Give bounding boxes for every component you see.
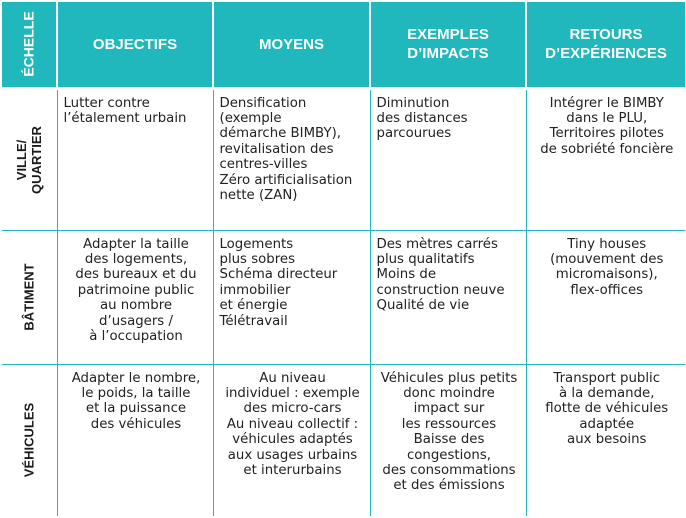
cell-impacts: Des mètres carrés plus qualitatifs Moins de construction neuve Qualité de vie <box>370 230 526 364</box>
cell-feedback: Transport public à la demande, flotte de véhicules adaptée aux besoins <box>545 370 669 448</box>
row-label-cell <box>2 230 57 364</box>
cell-impacts: Diminution des distances parcourues <box>370 88 526 230</box>
cell-means: Au niveau individuel : exemple des micro-cars Au niveau collectif : véhicules adaptés aux usages urbains et interurbains <box>213 364 370 516</box>
header-impacts: EXEMPLES D’IMPACTS <box>370 2 526 88</box>
row-label-batiment: BÂTIMENT <box>21 263 37 331</box>
header-scale <box>2 2 57 88</box>
cell-feedback: Intégrer le BIMBY dans le PLU, Territoires pilotes de sobriété foncière <box>526 88 685 230</box>
cell-impacts: Véhicules plus petits donc moindre impact sur les ressources Baisse des congestions, des consommations et des émissions <box>370 364 526 516</box>
row-label-vehicules: VÉHICULES <box>21 403 37 478</box>
header-row <box>2 2 685 88</box>
cell-means: Logements plus sobres Schéma directeur immobilier et énergie Télétravail <box>213 230 370 364</box>
cell-means: Densification (exemple démarche BIMBY), revitalisation des centres-villes Zéro artificialisation nette (ZAN) <box>213 88 370 230</box>
table-row <box>2 88 685 230</box>
row-label-ville-quartier: VILLE/ QUARTIER <box>14 125 45 194</box>
row-label-cell <box>2 364 57 516</box>
cell-objectives: Adapter le nombre, le poids, la taille et la puissance des véhicules <box>57 364 213 516</box>
header-means: MOYENS <box>213 2 370 88</box>
table-row <box>2 364 685 516</box>
header-scale-label: ÉCHELLE <box>20 11 37 77</box>
cell-objectives: Lutter contre l’étalement urbain <box>57 88 213 230</box>
sufficiency-table <box>2 2 685 516</box>
header-feedback: RETOURS D’EXPÉRIENCES <box>526 2 685 88</box>
cell-feedback: Tiny houses (mouvement des micromaisons), flex-offices <box>526 230 685 364</box>
header-objectives: OBJECTIFS <box>57 2 213 88</box>
table-row <box>2 230 685 364</box>
cell-objectives: Adapter la taille des logements, des bureaux et du patrimoine public au nombre d’usagers / à l’occupation <box>57 230 213 364</box>
row-label-cell <box>2 88 57 230</box>
